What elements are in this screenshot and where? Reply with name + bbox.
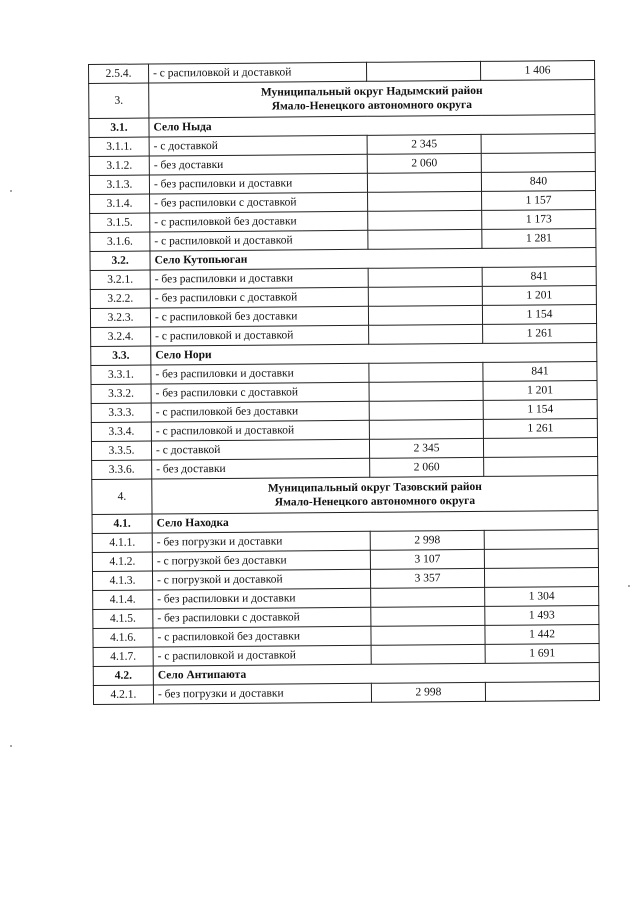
table-row: [93, 682, 599, 705]
service-label: - с распиловкой и доставкой: [150, 230, 368, 251]
row-number: 3.3.1.: [91, 365, 151, 384]
service-label: - с доставкой: [151, 439, 369, 460]
price-cell-2: 1 304: [485, 587, 599, 607]
service-label: - без распиловки с доставкой: [153, 607, 371, 628]
price-cell-2: 841: [482, 267, 596, 287]
row-number: 3.1.4.: [90, 194, 150, 213]
price-cell-1: [369, 381, 483, 401]
row-number: 4.1.7.: [93, 647, 153, 666]
service-label: - с погрузкой без доставки: [152, 550, 370, 571]
service-label: - без погрузки и доставки: [152, 531, 370, 552]
price-cell-2: 1 281: [482, 229, 596, 249]
row-number: 4.2.: [93, 666, 153, 685]
service-label: - без распиловки с доставкой: [150, 192, 368, 213]
price-cell-2: 1 691: [485, 644, 599, 664]
row-number: 3.2.3.: [90, 308, 150, 327]
service-label: - с распиловкой без доставки: [151, 401, 369, 422]
service-label: - без доставки: [149, 154, 367, 175]
price-cell-1: [369, 400, 483, 420]
region-title-line: Ямало-Ненецкого автономного округа: [274, 494, 476, 509]
price-cell-2: 1 493: [485, 606, 599, 626]
region-title: [149, 80, 595, 119]
price-cell-1: [368, 286, 482, 306]
row-number: 3.2.1.: [90, 270, 150, 289]
price-cell-2: [484, 549, 598, 569]
service-label: - с распиловкой и доставкой: [151, 325, 369, 346]
price-cell-1: [369, 324, 483, 344]
row-number: 3.3.3.: [91, 403, 151, 422]
row-number: 4.1.6.: [93, 628, 153, 647]
region-title-line: Муниципальный округ Надымский район: [260, 84, 483, 99]
service-label: - с погрузкой и доставкой: [152, 569, 370, 590]
price-cell-1: [369, 419, 483, 439]
price-cell-1: [368, 210, 482, 230]
price-cell-2: 1 173: [482, 210, 596, 230]
price-cell-2: 1 154: [482, 305, 596, 325]
price-cell-1: [368, 267, 482, 287]
price-cell-1: [371, 587, 485, 607]
row-number: 3.2.: [90, 251, 150, 270]
row-number: 4.1.2.: [92, 552, 152, 571]
price-cell-2: [484, 457, 598, 477]
scan-speck: [628, 585, 630, 587]
settlement-name: Село Ныда: [149, 115, 595, 138]
settlement-name: Село Нори: [151, 343, 597, 366]
price-cell-2: 1 261: [483, 419, 597, 439]
service-label: - с распиловкой и доставкой: [149, 62, 367, 83]
row-number: 3.3.2.: [91, 384, 151, 403]
price-cell-1: 2 060: [370, 457, 484, 477]
service-label: - без распиловки с доставкой: [151, 382, 369, 403]
row-number: 3.1.2.: [89, 156, 149, 175]
price-cell-1: [368, 229, 482, 249]
region-header-row: [92, 476, 598, 515]
row-number: 3.1.: [89, 118, 149, 137]
settlement-name: Село Кутопьюган: [150, 248, 596, 271]
price-cell-2: 1 201: [482, 286, 596, 306]
price-cell-1: 3 107: [370, 549, 484, 569]
service-label: - без доставки: [152, 458, 370, 479]
service-label: - с распиловкой без доставки: [153, 626, 371, 647]
price-cell-2: [485, 682, 599, 702]
service-label: - с распиловкой и доставкой: [153, 645, 371, 666]
price-cell-1: 2 998: [370, 530, 484, 550]
row-number: 3.3.: [91, 346, 151, 365]
price-cell-1: [367, 172, 481, 192]
row-number: 3.1.1.: [89, 137, 149, 156]
row-number: 4.: [92, 479, 152, 514]
row-number: 3.1.5.: [90, 213, 150, 232]
row-number: 4.1.1.: [92, 533, 152, 552]
row-number: 3.2.2.: [90, 289, 150, 308]
service-label: - с распиловкой без доставки: [150, 211, 368, 232]
scan-speck: [10, 190, 12, 192]
price-cell-1: 3 357: [370, 568, 484, 588]
service-label: - без распиловки и доставки: [151, 363, 369, 384]
region-title-line: Ямало-Ненецкого автономного округа: [271, 98, 473, 113]
service-label: - с распиловкой и доставкой: [151, 420, 369, 441]
row-number: 4.1.4.: [93, 590, 153, 609]
row-number: 4.1.: [92, 514, 152, 533]
row-number: 2.5.4.: [89, 64, 149, 83]
price-cell-1: 2 060: [367, 153, 481, 173]
price-cell-1: 2 345: [369, 438, 483, 458]
price-cell-2: 1 261: [483, 324, 597, 344]
region-header-row: [89, 80, 595, 119]
row-number: 4.2.1.: [93, 685, 153, 704]
region-title: [152, 476, 598, 515]
service-label: - без распиловки и доставки: [149, 173, 367, 194]
service-label: - без распиловки с доставкой: [150, 287, 368, 308]
settlement-name: Село Антипаюта: [153, 663, 599, 686]
price-cell-1: [371, 606, 485, 626]
row-number: 3.3.6.: [92, 460, 152, 479]
row-number: 3.2.4.: [91, 327, 151, 346]
price-cell-2: 1 442: [485, 625, 599, 645]
price-cell-2: 1 406: [480, 61, 594, 81]
price-cell-1: [369, 362, 483, 382]
price-cell-2: 1 157: [482, 191, 596, 211]
price-cell-1: 2 998: [371, 682, 485, 702]
price-cell-2: [481, 153, 595, 173]
tariff-table: [88, 60, 600, 705]
settlement-name: Село Находка: [152, 511, 598, 534]
row-number: 3.1.6.: [90, 232, 150, 251]
service-label: - с доставкой: [149, 135, 367, 156]
service-label: - с распиловкой без доставки: [150, 306, 368, 327]
tariff-table-body: [89, 61, 600, 705]
price-cell-2: 841: [483, 362, 597, 382]
row-number: 3.1.3.: [89, 175, 149, 194]
service-label: - без погрузки и доставки: [153, 683, 371, 704]
price-cell-1: [366, 61, 480, 81]
price-cell-2: 840: [481, 172, 595, 192]
price-cell-2: [484, 530, 598, 550]
row-number: 4.1.3.: [92, 571, 152, 590]
region-title-line: Муниципальный округ Тазовский район: [267, 480, 482, 495]
price-cell-1: 2 345: [367, 134, 481, 154]
row-number: 3.3.4.: [91, 422, 151, 441]
price-cell-2: [484, 568, 598, 588]
price-cell-1: [368, 305, 482, 325]
row-number: 3.3.5.: [91, 441, 151, 460]
row-number: 4.1.5.: [93, 609, 153, 628]
price-cell-2: [483, 438, 597, 458]
row-number: 3.: [89, 83, 149, 118]
price-cell-1: [371, 644, 485, 664]
price-cell-2: 1 201: [483, 381, 597, 401]
price-cell-1: [371, 625, 485, 645]
service-label: - без распиловки и доставки: [153, 588, 371, 609]
price-cell-2: [481, 134, 595, 154]
price-cell-1: [368, 191, 482, 211]
price-cell-2: 1 154: [483, 400, 597, 420]
scan-speck: [10, 745, 12, 747]
service-label: - без распиловки и доставки: [150, 268, 368, 289]
